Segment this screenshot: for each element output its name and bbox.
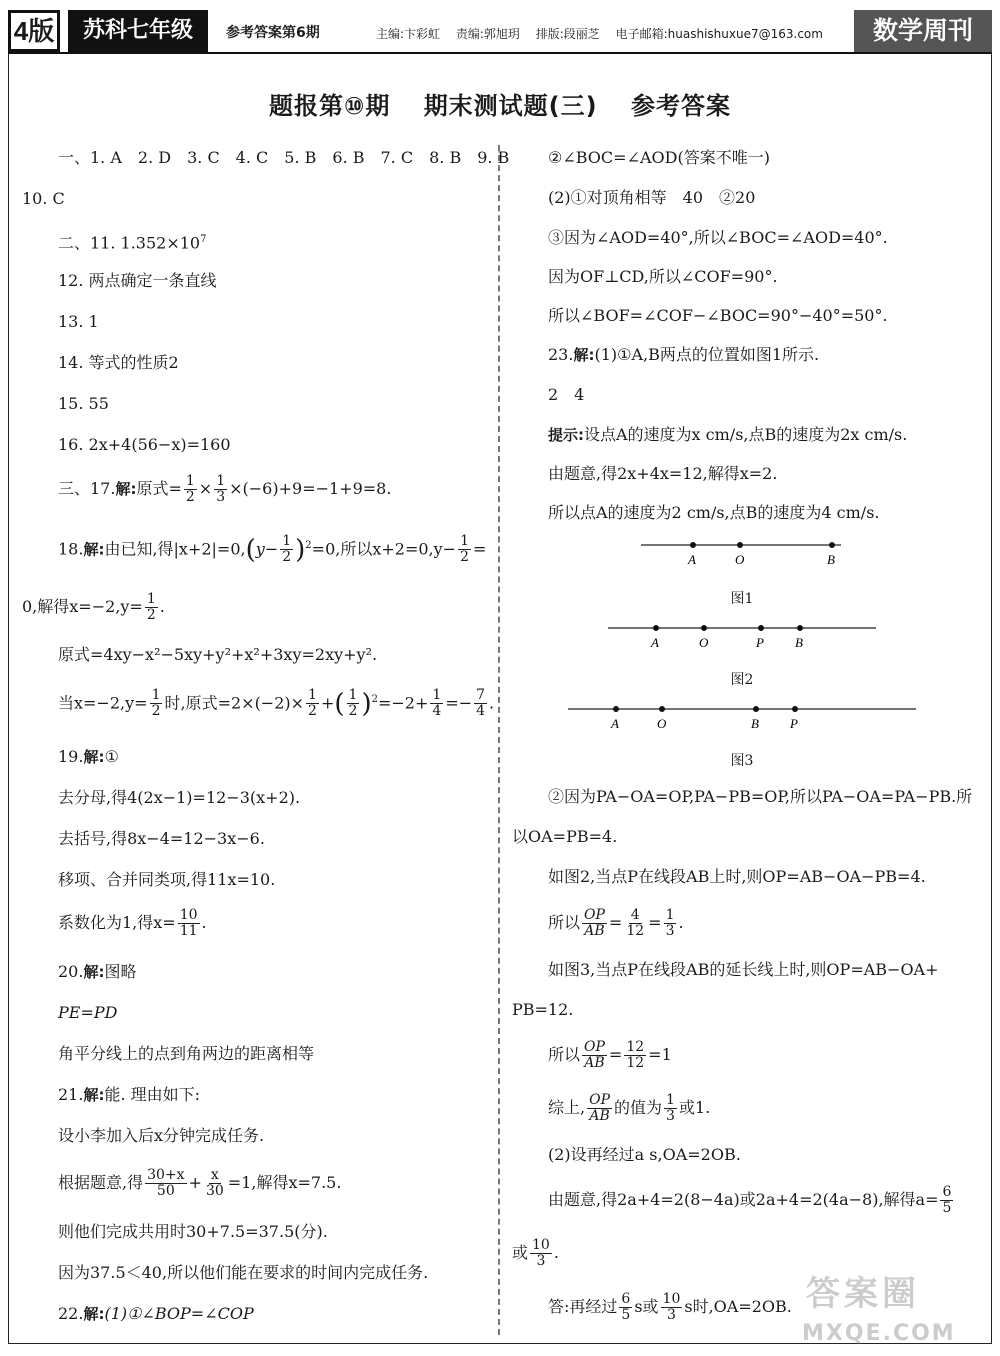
fraction — [661, 1292, 683, 1323]
numerator: 1 — [665, 907, 675, 923]
numerator: OP — [584, 1039, 605, 1055]
answer-line: 16. 2x+4(56−x)=160 — [58, 435, 231, 454]
q18-solution: 18.解:由已知,得|x+2|=0,(y− $\frac{1}{2}$ )$^2$=0,所以x+2=0,y− $\frac{1}{2}$ = — [58, 533, 487, 566]
answer-line: PB=12. — [512, 1000, 574, 1019]
q19-solution: 19.解:① — [58, 747, 119, 766]
q19-solution-cont: 去括号,得8x−4=12−3x−6. — [58, 829, 265, 848]
numerator: 1 — [146, 591, 156, 607]
numerator: x — [210, 1167, 219, 1183]
figure-1-number-line — [637, 535, 847, 569]
q19-solution-cont: 移项、合并同类项,得11x=10. — [58, 870, 276, 889]
typesetting-credit: 排版:段丽芝 — [535, 27, 600, 41]
fraction — [214, 474, 227, 505]
denominator: 5 — [942, 1200, 952, 1216]
title-part-2: 期末测试题(三) — [423, 92, 598, 120]
denominator: 4 — [476, 703, 486, 720]
fraction — [145, 592, 158, 623]
fraction — [458, 534, 471, 565]
numerator: 1 — [460, 533, 469, 550]
numerator: OP — [589, 1092, 610, 1108]
numerator: 30+x — [147, 1167, 185, 1183]
denominator: 2 — [151, 703, 161, 720]
q18-solution-cont: 0,解得x=−2,y= $\frac{1}{2}$ . — [22, 591, 165, 623]
answer-line: 由题意,得2a+4=2(8−4a)或2a+4=2(4a−8),解得a= $\frac{6}{5}$ — [548, 1184, 952, 1216]
fraction — [150, 688, 163, 719]
fraction — [530, 1238, 552, 1269]
answer-line: 或 $\frac{10}{3}$ . — [512, 1237, 559, 1269]
fraction — [430, 688, 443, 719]
answer-line: 因为OF⊥CD,所以∠COF=90°. — [548, 267, 778, 286]
answer-line: (2)设再经过a s,OA=2OB. — [548, 1145, 741, 1164]
q20-solution-cont: 角平分线上的点到角两边的距离相等 — [58, 1044, 315, 1063]
point-o — [659, 706, 665, 712]
denominator: 11 — [179, 923, 198, 939]
numerator: 10 — [532, 1237, 550, 1253]
figure-2-caption: 图2 — [730, 672, 754, 688]
answer-line: 二、11. $1.352\times 10^7$ — [58, 233, 207, 253]
fraction — [624, 1040, 646, 1071]
label-b: B — [795, 635, 803, 650]
q22-solution: 22.解:(1)①∠BOP=∠COP — [58, 1304, 254, 1323]
denominator: 3 — [536, 1253, 546, 1269]
fraction — [582, 1040, 607, 1071]
denominator: 12 — [626, 923, 645, 939]
label-a: A — [611, 716, 619, 731]
edition-label: 4版 — [8, 10, 60, 52]
q21-solution-cont: 根据题意,得 $\frac{30+x}{50}$ + $\frac{x}{30}$ =1,解得x=7.5. — [58, 1167, 342, 1199]
answer-line: ②因为PA−OA=OP,PA−PB=OP,所以PA−OA=PA−PB.所 — [548, 787, 973, 806]
fraction — [474, 688, 487, 719]
answer-line: (2)①对顶角相等 40 ②20 — [548, 188, 756, 207]
numerator: 10 — [662, 1291, 681, 1307]
title-part-3: 参考答案 — [630, 92, 731, 120]
q21-solution-cont: 因为37.5＜40,所以他们能在要求的时间内完成任务. — [58, 1263, 429, 1282]
denominator: 2 — [146, 607, 156, 623]
point-a — [613, 706, 619, 712]
numerator: 4 — [630, 907, 640, 923]
denominator: 2 — [348, 703, 358, 720]
label-o: O — [657, 716, 667, 731]
fraction — [184, 474, 197, 505]
answer-line: ②∠BOC=∠AOD(答案不唯一) — [548, 148, 770, 167]
answer-line: 综上, $\frac{OP}{AB}$ 的值为 $\frac{1}{3}$ 或1. — [548, 1092, 711, 1124]
numerator: 1 — [216, 473, 226, 489]
answer-line: 13. 1 — [58, 312, 99, 331]
denominator: 50 — [156, 1183, 175, 1199]
fraction — [204, 1168, 226, 1199]
q18-solution-cont: 原式=4xy−x²−5xy+y²+x²+3xy=2xy+y². — [58, 645, 378, 664]
denominator: 30 — [205, 1183, 224, 1199]
title-part-1: 题报第⑩期 — [269, 92, 391, 120]
page-header — [8, 10, 992, 54]
answer-line: 所以 $\frac{OP}{AB}$ = $\frac{4}{12}$ = $\frac{1}{3}$ . — [548, 907, 684, 939]
denominator: AB — [589, 1108, 610, 1124]
editor-credit: 主编:卞彩虹 — [376, 27, 441, 41]
q21-solution: 21.解:能. 理由如下: — [58, 1085, 201, 1104]
fraction — [587, 1093, 612, 1124]
denominator: 5 — [621, 1307, 631, 1323]
label-o: O — [735, 552, 745, 567]
numerator: 1 — [151, 687, 161, 704]
numerator: 1 — [282, 533, 292, 550]
credits — [376, 25, 835, 42]
number-line-svg — [564, 699, 919, 733]
point-a — [690, 542, 696, 548]
denominator: 3 — [665, 923, 675, 939]
fraction — [582, 908, 607, 939]
denominator: 2 — [460, 549, 469, 566]
answer-line: 如图3,当点P在线段AB的延长线上时,则OP=AB−OA+ — [548, 960, 939, 979]
numerator: 1 — [432, 687, 442, 704]
grade-label: 苏科七年级 — [68, 10, 208, 52]
fraction — [280, 534, 293, 565]
number-line-svg — [604, 618, 879, 652]
watermark-logo: 答案圈 MXQE.COM — [802, 1274, 956, 1346]
fraction — [347, 688, 360, 719]
denominator: 2 — [308, 703, 317, 720]
point-b — [829, 542, 835, 548]
point-p — [792, 706, 798, 712]
q23-solution: 23.解:(1)①A,B两点的位置如图1所示. — [548, 345, 820, 364]
denominator: 4 — [432, 703, 442, 720]
q20-solution-cont: PE=PD — [58, 1003, 118, 1022]
numerator: 12 — [626, 1039, 645, 1055]
q19-solution-cont: 系数化为1,得x= $\frac{10}{11}$ . — [58, 907, 207, 939]
answer-line: 所以 $\frac{OP}{AB}$ = $\frac{12}{12}$ =1 — [548, 1039, 672, 1071]
q19-solution-cont: 去分母,得4(2x−1)=12−3(x+2). — [58, 788, 301, 807]
fraction — [619, 1292, 632, 1323]
answer-line: 所以∠BOF=∠COF−∠BOC=90°−40°=50°. — [548, 306, 888, 325]
denominator: AB — [584, 1055, 605, 1071]
point-a — [653, 625, 659, 631]
denominator: 3 — [667, 1307, 676, 1323]
denominator: AB — [584, 923, 605, 939]
label-p: P — [756, 635, 764, 650]
point-b — [797, 625, 803, 631]
brand-logo: 数学周刊 — [854, 10, 992, 52]
point-o — [737, 542, 743, 548]
issue-label: 参考答案第6期 — [226, 25, 320, 41]
label-a: A — [688, 552, 696, 567]
denominator: 12 — [626, 1055, 645, 1071]
number-line-svg — [637, 535, 847, 569]
fraction — [306, 688, 319, 719]
numerator: 1 — [348, 687, 358, 704]
answer-line: 10. C — [22, 189, 65, 208]
figure-2-number-line — [604, 618, 879, 652]
answer-line: 由题意,得2x+4x=12,解得x=2. — [548, 464, 778, 483]
numerator: OP — [584, 907, 605, 923]
q20-solution: 20.解:图略 — [58, 962, 137, 981]
point-b — [753, 706, 759, 712]
answer-line: 12. 两点确定一条直线 — [58, 271, 217, 290]
fraction — [145, 1168, 186, 1199]
q21-solution-cont: 则他们完成共用时30+7.5=37.5(分). — [58, 1222, 328, 1241]
answer-line: 答:再经过 $\frac{6}{5}$ s或 $\frac{10}{3}$ s时,OA=2OB. — [548, 1291, 792, 1323]
label-o: O — [699, 635, 709, 650]
figure-1-caption: 图1 — [730, 591, 754, 607]
numerator: 6 — [942, 1184, 952, 1200]
q21-solution-cont: 设小李加入后x分钟完成任务. — [58, 1126, 265, 1145]
fraction — [940, 1185, 953, 1216]
numerator: 10 — [179, 907, 198, 923]
denominator: 2 — [282, 549, 292, 566]
answer-line: 一、1. A 2. D 3. C 4. C 5. B 6. B 7. C 8. B 9. B — [58, 148, 510, 167]
answer-line: ③因为∠AOD=40°,所以∠BOC=∠AOD=40°. — [548, 228, 888, 247]
answer-line: 2 4 — [548, 385, 585, 404]
answer-line: 15. 55 — [58, 394, 109, 413]
column-divider — [498, 145, 500, 1335]
numerator: 7 — [476, 687, 486, 704]
numerator: 1 — [185, 473, 195, 489]
figure-3-number-line — [564, 699, 919, 733]
label-b: B — [751, 716, 759, 731]
fraction — [178, 908, 200, 939]
fraction — [664, 1093, 677, 1124]
numerator: 6 — [621, 1291, 631, 1307]
email-credit: 电子邮箱:huashishuxue7@163.com — [615, 27, 823, 41]
fraction — [664, 908, 677, 939]
fraction — [624, 908, 646, 939]
label-b: B — [827, 552, 835, 567]
point-o — [701, 625, 707, 631]
q18-solution-cont: 当x=−2,y= $\frac{1}{2}$ 时,原式=2×(−2)× $\frac{1}{2}$ +( $\frac{1}{2}$ )$^2$=−2+ $\frac{1}{4}$ =− $\frac{7}{4}$ . — [58, 687, 495, 720]
figure-3-caption: 图3 — [730, 753, 754, 769]
denominator: 3 — [216, 489, 226, 505]
answer-line: 所以点A的速度为2 cm/s,点B的速度为4 cm/s. — [548, 503, 880, 522]
point-p — [758, 625, 764, 631]
denominator: 3 — [666, 1108, 675, 1124]
numerator: 1 — [666, 1092, 675, 1108]
label-p: P — [790, 716, 798, 731]
answer-line: 14. 等式的性质2 — [58, 353, 179, 372]
label-a: A — [651, 635, 659, 650]
answer-line: 以OA=PB=4. — [512, 827, 618, 846]
numerator: 1 — [308, 687, 317, 704]
denominator: 2 — [185, 489, 195, 505]
responsible-editor-credit: 责编:郭旭玥 — [455, 27, 520, 41]
answer-line: 如图2,当点P在线段AB上时,则OP=AB−OA−PB=4. — [548, 867, 926, 886]
q17-solution: 三、17.解:原式= $\frac{1}{2}$ × $\frac{1}{3}$ ×(−6)+9=−1+9=8. — [58, 473, 392, 505]
page-title — [0, 86, 1000, 121]
hint-line: 提示:设点A的速度为x cm/s,点B的速度为2x cm/s. — [548, 425, 908, 444]
